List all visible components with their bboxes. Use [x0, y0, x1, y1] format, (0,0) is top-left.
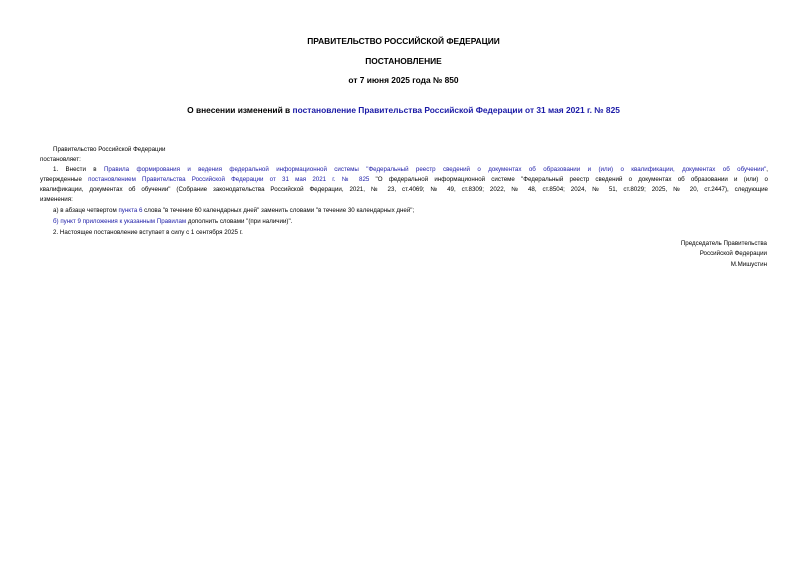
p1-l1-suffix: , [766, 166, 769, 173]
intro-line-1: Правительство Российской Федерации [53, 146, 166, 153]
p1-line-1 [53, 166, 768, 174]
p1-line-4: изменения: [40, 196, 73, 203]
title-link[interactable]: постановление Правительства Российской Федерации от 31 мая 2021 г. № 825 [292, 105, 620, 115]
intro-line-2: постановляет: [40, 156, 81, 163]
item-a-suffix: слова "в течение 60 календарных дней" заменить словами "в течение 30 календарных дней"; [142, 207, 415, 214]
signature-line-1: Председатель Правительства [680, 240, 767, 247]
header-doc-type: ПОСТАНОВЛЕНИЕ [365, 56, 442, 66]
point-9-link[interactable]: б) пункт 9 приложения к указанным Правилам [53, 218, 187, 225]
title-prefix: О внесении изменений в [187, 105, 293, 115]
p1-l2-suffix: "О федеральной информационной системе "Федеральный реестр сведений о документах об образовании и (или) о [369, 176, 768, 183]
rules-link[interactable]: Правила формирования и ведения федеральной информационной системы "Федеральный реестр сведений о документах об образовании и (или) о квалификации, документах об обучении" [103, 166, 767, 173]
header-government: ПРАВИТЕЛЬСТВО РОССИЙСКОЙ ФЕДЕРАЦИИ [307, 36, 500, 46]
item-b-suffix: дополнить словами "(при наличии)". [186, 218, 293, 225]
p1-line-2 [40, 176, 768, 184]
p1-l1-prefix: 1. Внести в [53, 166, 104, 173]
resolution-link[interactable]: постановлением Правительства Российской Федерации от 31 мая 2021 г. № 825 [88, 176, 370, 183]
document-title [0, 105, 807, 115]
p1-l2-prefix: утвержденные [40, 176, 89, 183]
item-a [53, 207, 414, 215]
signature-line-3: М.Мишустин [730, 261, 767, 268]
point-6-link[interactable]: пункта 6 [118, 207, 143, 214]
item-b [53, 218, 292, 226]
item-a-prefix: а) в абзаце четвертом [53, 207, 119, 214]
paragraph-2: 2. Настоящее постановление вступает в силу с 1 сентября 2025 г. [53, 229, 243, 236]
header-date-number: от 7 июня 2025 года № 850 [348, 75, 459, 85]
p1-line-3: квалификации, документах об обучении" (Собрание законодательства Российской Федерации, 2021, № 23, ст.4069; № 49, ст.8309; 2022, № 48, ст.8504; 2024, № 51, ст.8029; 2025, № 20, ст.2447), следующие [40, 186, 768, 193]
signature-line-2: Российской Федерации [699, 250, 767, 257]
